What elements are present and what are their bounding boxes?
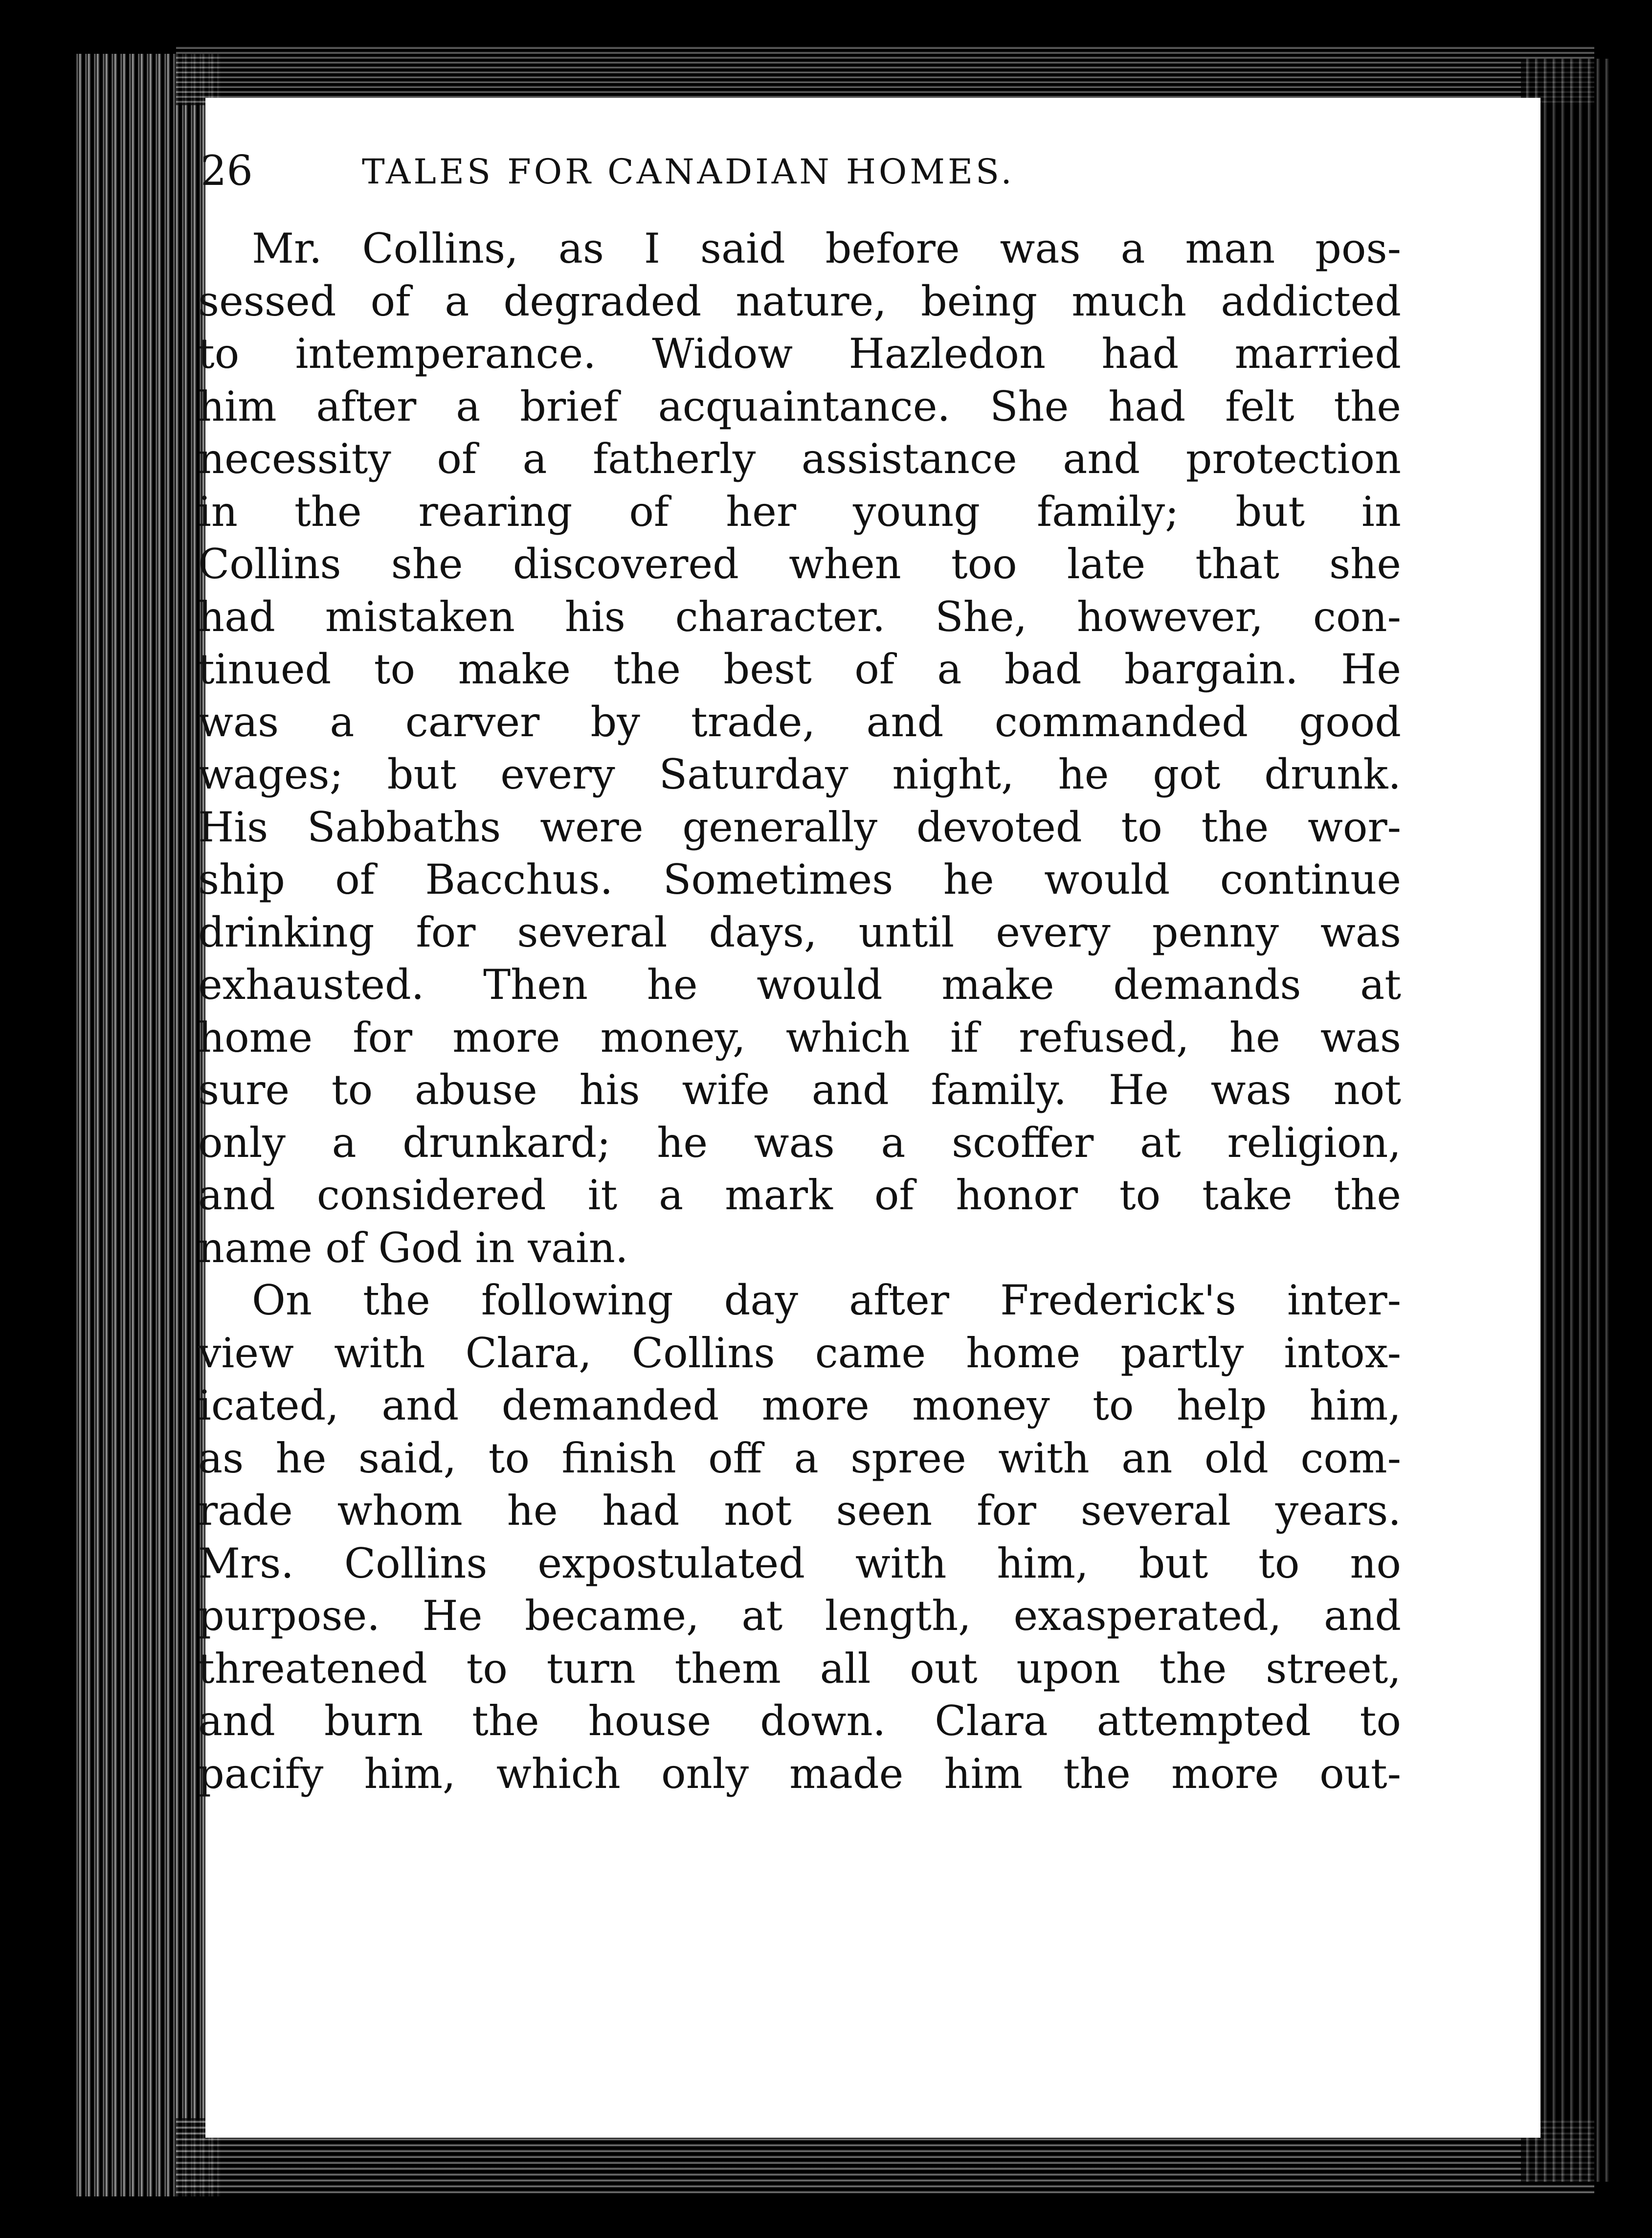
text-line: had mistaken his character. She, however, con- <box>198 592 1401 641</box>
text-line: was a carver by trade, and commanded good <box>198 698 1401 746</box>
text-line: pacify him, which only made him the more out- <box>198 1749 1401 1798</box>
text-line: His Sabbaths were generally devoted to the wor- <box>198 803 1401 851</box>
paragraph-1 <box>198 223 1401 1274</box>
text-line: sessed of a degraded nature, being much addicted <box>198 277 1401 325</box>
text-line: him after a brief acquaintance. She had felt the <box>198 382 1401 430</box>
running-title: TALES FOR CANADIAN HOMES. <box>362 152 1015 192</box>
text-line: sure to abuse his wife and family. He was not <box>198 1066 1401 1114</box>
text-line: purpose. He became, at length, exasperated, and <box>198 1592 1401 1640</box>
paragraph-2 <box>198 1274 1401 1800</box>
text-line: and considered it a mark of honor to take the <box>198 1171 1401 1219</box>
text-line: in the rearing of her young family; but in <box>198 487 1401 536</box>
text-line: tinued to make the best of a bad bargain. He <box>198 645 1401 693</box>
text-line: Mr. Collins, as I said before was a man pos- <box>252 225 1401 272</box>
running-head <box>201 147 1301 225</box>
text-line: On the following day after Frederick's inter- <box>252 1276 1401 1324</box>
text-line: Collins she discovered when too late that she <box>198 540 1401 588</box>
book-edge-top <box>176 46 1594 105</box>
text-line: threatened to turn them all out upon the street, <box>198 1644 1401 1693</box>
text-line: necessity of a fatherly assistance and protection <box>198 435 1401 483</box>
text-line: only a drunkard; he was a scoffer at religion, <box>198 1118 1401 1167</box>
text-line: ship of Bacchus. Sometimes he would continue <box>198 856 1401 904</box>
text-line: icated, and demanded more money to help him, <box>198 1381 1401 1429</box>
text-line: drinking for several days, until every penny was <box>198 908 1401 956</box>
text-line: as he said, to finish off a spree with an old com- <box>198 1434 1401 1482</box>
text-line: view with Clara, Collins came home partly intox- <box>198 1329 1401 1377</box>
text-line: Mrs. Collins expostulated with him, but to no <box>198 1539 1401 1587</box>
text-line: wages; but every Saturday night, he got drunk. <box>198 750 1401 798</box>
text-line: name of God in vain. <box>198 1223 628 1272</box>
text-body <box>198 223 1401 1800</box>
text-line: to intemperance. Widow Hazledon had married <box>198 330 1401 378</box>
text-line: home for more money, which if refused, he was <box>198 1013 1401 1062</box>
text-line: exhausted. Then he would make demands at <box>198 961 1401 1009</box>
text-line: rade whom he had not seen for several years. <box>198 1487 1401 1535</box>
page-number: 26 <box>201 147 253 195</box>
text-line: and burn the house down. Clara attempted to <box>198 1697 1401 1745</box>
